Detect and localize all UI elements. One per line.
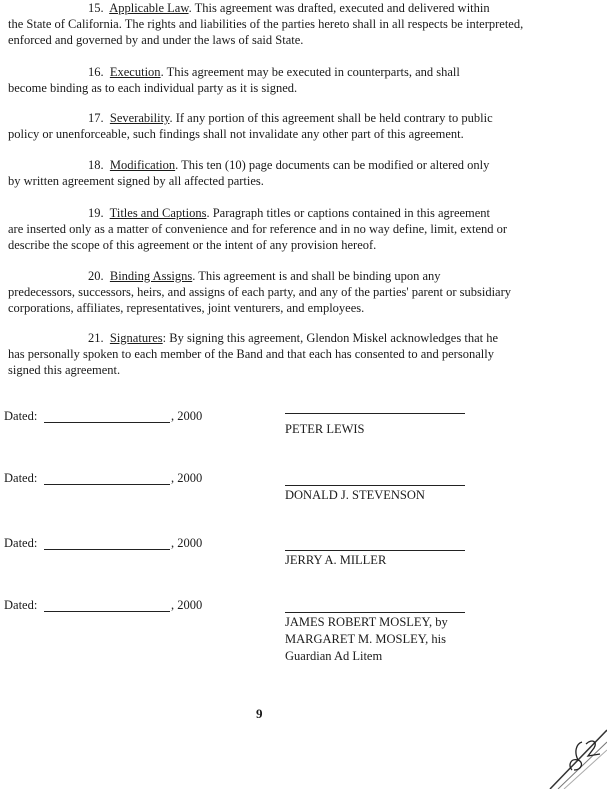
paragraph-number: 19. [88, 206, 104, 220]
dated-label: Dated: [4, 471, 38, 485]
paragraph-heading: Modification [109, 158, 176, 172]
paragraph-text: . This ten (10) page documents can be modified or altered only [175, 158, 490, 172]
signatory-name [285, 552, 386, 569]
paragraph-text-continued: are inserted only as a matter of convenience and for reference and in no way define, limit, extend or describe the scope of this agreement or the intent of any provision hereof. [8, 222, 508, 252]
signatory-name-line: JERRY A. MILLER [285, 553, 387, 567]
paragraph-heading: Severability [109, 111, 170, 125]
paragraph-text: . This agreement is and shall be binding upon any [192, 269, 441, 283]
paragraph-17 [8, 110, 528, 142]
paragraph-heading: Applicable Law [109, 1, 189, 15]
paragraph-heading: Binding Assigns [109, 269, 193, 283]
paragraph-text-continued: become binding as to each individual party as it is signed. [8, 81, 298, 95]
paragraph-text-continued: by written agreement signed by all affected parties. [8, 174, 264, 188]
paragraph-heading: Titles and Captions [109, 206, 207, 220]
signatory-name-line: MARGARET M. MOSLEY, his [285, 632, 447, 646]
signature-line [285, 550, 465, 551]
paragraph-text-continued: the State of California. The rights and liabilities of the parties hereto shall in all respects be interpreted, enforced and governed by and under the laws of said State. [8, 17, 524, 47]
page-number: 9 [256, 706, 263, 721]
paragraph-number: 17. [88, 111, 104, 125]
dated-label: Dated: [4, 409, 38, 423]
folded-corner-handwritten-mark [548, 720, 607, 789]
paragraph-number: 15. [88, 1, 104, 15]
paragraph-text: . This agreement was drafted, executed and delivered within [188, 1, 490, 15]
signatory-name [285, 421, 365, 438]
signatory-name-line: JAMES ROBERT MOSLEY, by [285, 615, 448, 629]
dated-year: , 2000 [171, 598, 203, 612]
paragraph-number: 20. [88, 269, 104, 283]
dated-label: Dated: [4, 536, 38, 550]
date-blank-line [44, 549, 170, 550]
dated-label: Dated: [4, 598, 38, 612]
date-blank-line [44, 611, 170, 612]
dated-year: , 2000 [171, 536, 203, 550]
paragraph-text: . If any portion of this agreement shall be held contrary to public [169, 111, 493, 125]
signatory-name-line: DONALD J. STEVENSON [285, 488, 425, 502]
paragraph-18 [8, 157, 528, 189]
signature-line [285, 612, 465, 613]
signature-line [285, 413, 465, 414]
paragraph-number: 16. [88, 65, 104, 79]
signatory-name-line: Guardian Ad Litem [285, 649, 383, 663]
paragraph-text: . This agreement may be executed in counterparts, and shall [160, 65, 460, 79]
paragraph-15 [8, 0, 528, 48]
paragraph-19 [8, 205, 528, 253]
paragraph-text: : By signing this agreement, Glendon Miskel acknowledges that he [162, 331, 499, 345]
paragraph-number: 21. [88, 331, 104, 345]
paragraph-16 [8, 64, 528, 96]
paragraph-20 [8, 268, 528, 316]
paragraph-heading: Execution [109, 65, 161, 79]
paragraph-text-continued: predecessors, successors, heirs, and assigns of each party, and any of the parties' parent or subsidiary corporations, affiliates, representatives, joint venturers, and employees. [8, 285, 512, 315]
dated-year: , 2000 [171, 409, 203, 423]
signatory-name [285, 614, 448, 665]
signature-line [285, 485, 465, 486]
paragraph-text: . Paragraph titles or captions contained in this agreement [206, 206, 491, 220]
signatory-name-line: PETER LEWIS [285, 422, 365, 436]
date-blank-line [44, 422, 170, 423]
paragraph-text-continued: policy or unenforceable, such findings shall not invalidate any other part of this agreement. [8, 127, 464, 141]
paragraph-heading: Signatures [109, 331, 163, 345]
signatory-name [285, 487, 425, 504]
paragraph-number: 18. [88, 158, 104, 172]
date-blank-line [44, 484, 170, 485]
paragraph-text-continued: has personally spoken to each member of the Band and that each has consented to and personally signed this agreement. [8, 347, 494, 377]
paragraph-21 [8, 330, 528, 378]
dated-year: , 2000 [171, 471, 203, 485]
